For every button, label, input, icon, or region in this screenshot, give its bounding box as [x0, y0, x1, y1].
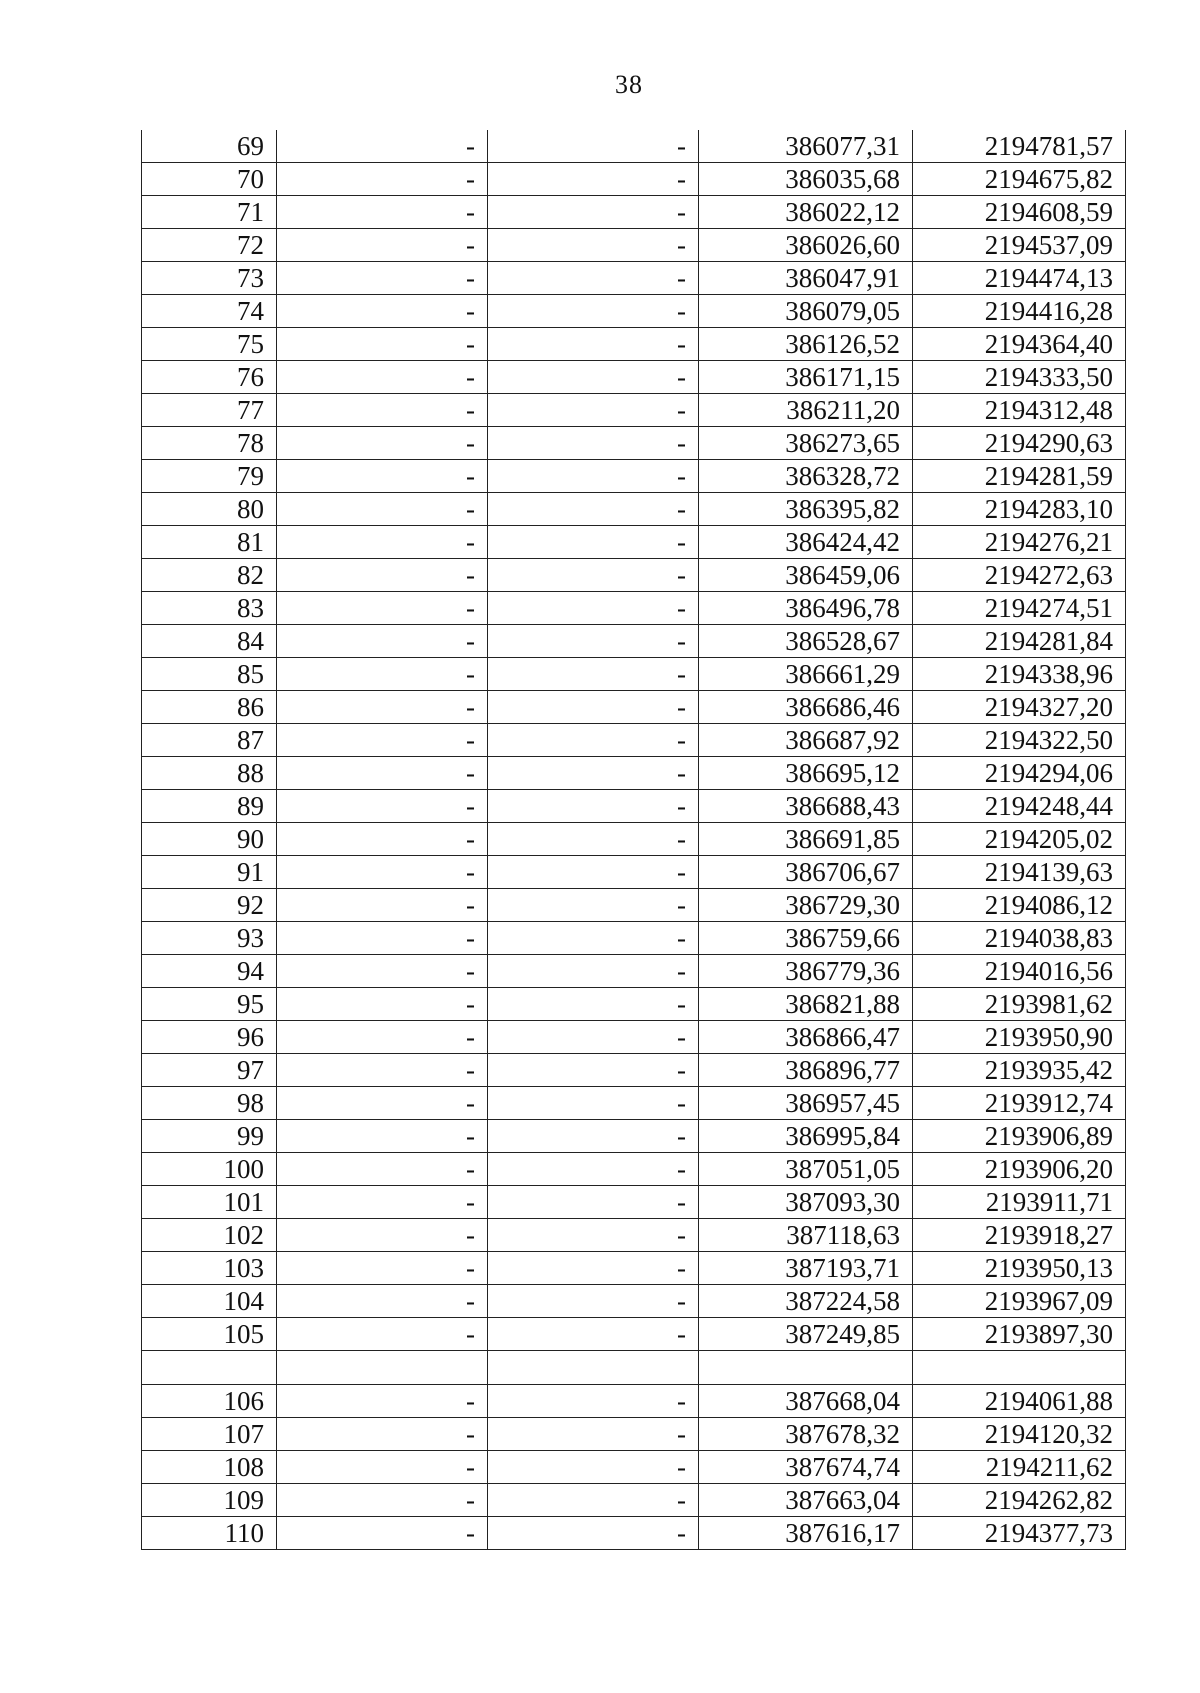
table-row: [142, 1054, 1126, 1087]
column-2-cell: -: [277, 1087, 488, 1120]
x-coordinate-cell: 387616,17: [699, 1517, 913, 1550]
column-3-cell: -: [488, 1418, 699, 1451]
x-coordinate-cell: 386459,06: [699, 559, 913, 592]
y-coordinate-cell: 2194120,32: [913, 1418, 1126, 1451]
point-number-cell: 108: [142, 1451, 277, 1484]
column-2-cell: -: [277, 328, 488, 361]
column-3-cell: -: [488, 658, 699, 691]
y-coordinate-cell: 2193950,13: [913, 1252, 1126, 1285]
point-number-cell: 74: [142, 295, 277, 328]
table-row: [142, 1219, 1126, 1252]
table-row: [142, 955, 1126, 988]
point-number-cell: 104: [142, 1285, 277, 1318]
y-coordinate-cell: 2194333,50: [913, 361, 1126, 394]
column-3-cell: -: [488, 1054, 699, 1087]
point-number-cell: 97: [142, 1054, 277, 1087]
x-coordinate-cell: 386273,65: [699, 427, 913, 460]
column-3-cell: -: [488, 856, 699, 889]
column-2-cell: -: [277, 724, 488, 757]
column-2-cell: -: [277, 526, 488, 559]
y-coordinate-cell: 2193967,09: [913, 1285, 1126, 1318]
column-3-cell: -: [488, 889, 699, 922]
x-coordinate-cell: 386496,78: [699, 592, 913, 625]
point-number-cell: 89: [142, 790, 277, 823]
column-2-cell: -: [277, 625, 488, 658]
column-3-cell: -: [488, 790, 699, 823]
column-2-cell: -: [277, 691, 488, 724]
point-number-cell: 80: [142, 493, 277, 526]
y-coordinate-cell: 2194416,28: [913, 295, 1126, 328]
column-2-cell: -: [277, 1385, 488, 1418]
column-2-cell: -: [277, 1451, 488, 1484]
column-3-cell: -: [488, 163, 699, 196]
page-number: 38: [615, 70, 643, 99]
point-number-cell: 103: [142, 1252, 277, 1285]
table-row: [142, 1252, 1126, 1285]
column-3-cell: -: [488, 1087, 699, 1120]
column-3-cell: -: [488, 1153, 699, 1186]
column-3-cell: -: [488, 1186, 699, 1219]
table-row: [142, 460, 1126, 493]
point-number-cell: 71: [142, 196, 277, 229]
y-coordinate-cell: 2193918,27: [913, 1219, 1126, 1252]
table-row: [142, 592, 1126, 625]
point-number-cell: 100: [142, 1153, 277, 1186]
y-coordinate-cell: 2194248,44: [913, 790, 1126, 823]
x-coordinate-cell: 386026,60: [699, 229, 913, 262]
column-2-cell: -: [277, 559, 488, 592]
y-coordinate-cell: [913, 1351, 1126, 1385]
point-number-cell: 110: [142, 1517, 277, 1550]
y-coordinate-cell: 2194474,13: [913, 262, 1126, 295]
point-number-cell: 84: [142, 625, 277, 658]
y-coordinate-cell: 2194281,59: [913, 460, 1126, 493]
x-coordinate-cell: 387668,04: [699, 1385, 913, 1418]
column-3-cell: -: [488, 1285, 699, 1318]
table-row: [142, 790, 1126, 823]
column-2-cell: -: [277, 658, 488, 691]
y-coordinate-cell: 2193906,89: [913, 1120, 1126, 1153]
x-coordinate-cell: 386779,36: [699, 955, 913, 988]
table-row: [142, 1451, 1126, 1484]
x-coordinate-cell: 386695,12: [699, 757, 913, 790]
point-number-cell: [142, 1351, 277, 1385]
point-number-cell: 87: [142, 724, 277, 757]
column-3-cell: -: [488, 625, 699, 658]
y-coordinate-cell: 2194139,63: [913, 856, 1126, 889]
column-2-cell: -: [277, 1219, 488, 1252]
point-number-cell: 92: [142, 889, 277, 922]
column-2-cell: -: [277, 988, 488, 1021]
y-coordinate-cell: 2194781,57: [913, 130, 1126, 163]
y-coordinate-cell: 2194294,06: [913, 757, 1126, 790]
point-number-cell: 77: [142, 394, 277, 427]
x-coordinate-cell: 386729,30: [699, 889, 913, 922]
y-coordinate-cell: 2194377,73: [913, 1517, 1126, 1550]
y-coordinate-cell: 2194537,09: [913, 229, 1126, 262]
coordinates-table: [141, 130, 1126, 1550]
x-coordinate-cell: 386171,15: [699, 361, 913, 394]
table-row: [142, 1517, 1126, 1550]
x-coordinate-cell: 386661,29: [699, 658, 913, 691]
x-coordinate-cell: 387678,32: [699, 1418, 913, 1451]
y-coordinate-cell: 2193897,30: [913, 1318, 1126, 1351]
y-coordinate-cell: 2194274,51: [913, 592, 1126, 625]
x-coordinate-cell: 387663,04: [699, 1484, 913, 1517]
column-3-cell: -: [488, 559, 699, 592]
column-2-cell: -: [277, 196, 488, 229]
column-3-cell: -: [488, 361, 699, 394]
x-coordinate-cell: 387249,85: [699, 1318, 913, 1351]
column-2-cell: -: [277, 1186, 488, 1219]
table-row: [142, 328, 1126, 361]
y-coordinate-cell: 2194364,40: [913, 328, 1126, 361]
x-coordinate-cell: 387051,05: [699, 1153, 913, 1186]
y-coordinate-cell: 2193981,62: [913, 988, 1126, 1021]
column-3-cell: -: [488, 823, 699, 856]
column-3-cell: -: [488, 394, 699, 427]
point-number-cell: 81: [142, 526, 277, 559]
x-coordinate-cell: 386821,88: [699, 988, 913, 1021]
table-row: [142, 757, 1126, 790]
column-3-cell: -: [488, 295, 699, 328]
y-coordinate-cell: 2194290,63: [913, 427, 1126, 460]
table-row: [142, 130, 1126, 163]
column-3-cell: -: [488, 493, 699, 526]
column-2-cell: -: [277, 922, 488, 955]
column-3-cell: -: [488, 1219, 699, 1252]
x-coordinate-cell: 387193,71: [699, 1252, 913, 1285]
y-coordinate-cell: 2194272,63: [913, 559, 1126, 592]
column-3-cell: -: [488, 130, 699, 163]
point-number-cell: 70: [142, 163, 277, 196]
table-row: [142, 922, 1126, 955]
y-coordinate-cell: 2194338,96: [913, 658, 1126, 691]
y-coordinate-cell: 2193950,90: [913, 1021, 1126, 1054]
point-number-cell: 78: [142, 427, 277, 460]
column-2-cell: -: [277, 856, 488, 889]
point-number-cell: 109: [142, 1484, 277, 1517]
table-row: [142, 493, 1126, 526]
column-3-cell: -: [488, 922, 699, 955]
column-3-cell: [488, 1351, 699, 1385]
table-row: [142, 262, 1126, 295]
table-row: [142, 394, 1126, 427]
table-row: [142, 1484, 1126, 1517]
x-coordinate-cell: 386687,92: [699, 724, 913, 757]
column-3-cell: -: [488, 1484, 699, 1517]
x-coordinate-cell: 387093,30: [699, 1186, 913, 1219]
column-3-cell: -: [488, 427, 699, 460]
table-row: [142, 658, 1126, 691]
y-coordinate-cell: 2194205,02: [913, 823, 1126, 856]
column-2-cell: -: [277, 262, 488, 295]
y-coordinate-cell: 2193906,20: [913, 1153, 1126, 1186]
column-2-cell: -: [277, 1153, 488, 1186]
point-number-cell: 91: [142, 856, 277, 889]
y-coordinate-cell: 2194262,82: [913, 1484, 1126, 1517]
column-3-cell: -: [488, 691, 699, 724]
column-2-cell: -: [277, 493, 488, 526]
y-coordinate-cell: 2194016,56: [913, 955, 1126, 988]
point-number-cell: 69: [142, 130, 277, 163]
column-2-cell: -: [277, 163, 488, 196]
column-2-cell: -: [277, 1285, 488, 1318]
point-number-cell: 105: [142, 1318, 277, 1351]
column-3-cell: -: [488, 460, 699, 493]
x-coordinate-cell: 386035,68: [699, 163, 913, 196]
point-number-cell: 88: [142, 757, 277, 790]
x-coordinate-cell: 386079,05: [699, 295, 913, 328]
table-row: [142, 691, 1126, 724]
x-coordinate-cell: 386691,85: [699, 823, 913, 856]
column-2-cell: -: [277, 889, 488, 922]
column-2-cell: -: [277, 1252, 488, 1285]
table-row: [142, 163, 1126, 196]
column-2-cell: -: [277, 955, 488, 988]
x-coordinate-cell: 386706,67: [699, 856, 913, 889]
column-3-cell: -: [488, 1385, 699, 1418]
column-3-cell: -: [488, 526, 699, 559]
column-3-cell: -: [488, 757, 699, 790]
column-2-cell: -: [277, 394, 488, 427]
table-row: [142, 427, 1126, 460]
x-coordinate-cell: 386211,20: [699, 394, 913, 427]
column-2-cell: -: [277, 295, 488, 328]
table-row: [142, 856, 1126, 889]
column-3-cell: -: [488, 229, 699, 262]
y-coordinate-cell: 2194327,20: [913, 691, 1126, 724]
column-2-cell: -: [277, 1517, 488, 1550]
table-row: [142, 1418, 1126, 1451]
x-coordinate-cell: 387674,74: [699, 1451, 913, 1484]
point-number-cell: 101: [142, 1186, 277, 1219]
column-2-cell: -: [277, 130, 488, 163]
table-row: [142, 1186, 1126, 1219]
column-2-cell: -: [277, 790, 488, 823]
column-3-cell: -: [488, 988, 699, 1021]
y-coordinate-cell: 2193911,71: [913, 1186, 1126, 1219]
x-coordinate-cell: 386328,72: [699, 460, 913, 493]
x-coordinate-cell: 386424,42: [699, 526, 913, 559]
table-row: [142, 889, 1126, 922]
table-row: [142, 1318, 1126, 1351]
table-row: [142, 295, 1126, 328]
column-2-cell: [277, 1351, 488, 1385]
x-coordinate-cell: 386022,12: [699, 196, 913, 229]
point-number-cell: 75: [142, 328, 277, 361]
column-3-cell: -: [488, 328, 699, 361]
point-number-cell: 98: [142, 1087, 277, 1120]
column-3-cell: -: [488, 1120, 699, 1153]
column-3-cell: -: [488, 196, 699, 229]
column-2-cell: -: [277, 1120, 488, 1153]
column-3-cell: -: [488, 592, 699, 625]
x-coordinate-cell: 387224,58: [699, 1285, 913, 1318]
y-coordinate-cell: 2194283,10: [913, 493, 1126, 526]
column-3-cell: -: [488, 724, 699, 757]
y-coordinate-cell: 2193912,74: [913, 1087, 1126, 1120]
x-coordinate-cell: 386047,91: [699, 262, 913, 295]
x-coordinate-cell: 387118,63: [699, 1219, 913, 1252]
x-coordinate-cell: 386528,67: [699, 625, 913, 658]
table-row: [142, 1285, 1126, 1318]
point-number-cell: 99: [142, 1120, 277, 1153]
point-number-cell: 86: [142, 691, 277, 724]
table-row: [142, 526, 1126, 559]
point-number-cell: 106: [142, 1385, 277, 1418]
x-coordinate-cell: 386896,77: [699, 1054, 913, 1087]
table-row: [142, 988, 1126, 1021]
point-number-cell: 94: [142, 955, 277, 988]
point-number-cell: 107: [142, 1418, 277, 1451]
y-coordinate-cell: 2194608,59: [913, 196, 1126, 229]
x-coordinate-cell: 386866,47: [699, 1021, 913, 1054]
column-2-cell: -: [277, 1418, 488, 1451]
x-coordinate-cell: 386995,84: [699, 1120, 913, 1153]
y-coordinate-cell: 2194322,50: [913, 724, 1126, 757]
table-row: [142, 1351, 1126, 1385]
point-number-cell: 76: [142, 361, 277, 394]
y-coordinate-cell: 2194211,62: [913, 1451, 1126, 1484]
y-coordinate-cell: 2194675,82: [913, 163, 1126, 196]
column-3-cell: -: [488, 1021, 699, 1054]
column-3-cell: -: [488, 1252, 699, 1285]
column-2-cell: -: [277, 757, 488, 790]
table-row: [142, 823, 1126, 856]
x-coordinate-cell: 386957,45: [699, 1087, 913, 1120]
point-number-cell: 90: [142, 823, 277, 856]
y-coordinate-cell: 2193935,42: [913, 1054, 1126, 1087]
table-row: [142, 1385, 1126, 1418]
y-coordinate-cell: 2194086,12: [913, 889, 1126, 922]
table-row: [142, 196, 1126, 229]
point-number-cell: 85: [142, 658, 277, 691]
table-row: [142, 1153, 1126, 1186]
column-3-cell: -: [488, 262, 699, 295]
x-coordinate-cell: 386688,43: [699, 790, 913, 823]
y-coordinate-cell: 2194281,84: [913, 625, 1126, 658]
point-number-cell: 79: [142, 460, 277, 493]
table-row: [142, 229, 1126, 262]
x-coordinate-cell: 386395,82: [699, 493, 913, 526]
y-coordinate-cell: 2194312,48: [913, 394, 1126, 427]
column-3-cell: -: [488, 1517, 699, 1550]
x-coordinate-cell: 386759,66: [699, 922, 913, 955]
column-3-cell: -: [488, 1451, 699, 1484]
point-number-cell: 102: [142, 1219, 277, 1252]
column-2-cell: -: [277, 427, 488, 460]
table-row: [142, 559, 1126, 592]
table-row: [142, 361, 1126, 394]
table-row: [142, 724, 1126, 757]
point-number-cell: 82: [142, 559, 277, 592]
column-2-cell: -: [277, 229, 488, 262]
table-row: [142, 1021, 1126, 1054]
y-coordinate-cell: 2194061,88: [913, 1385, 1126, 1418]
column-2-cell: -: [277, 1054, 488, 1087]
column-2-cell: -: [277, 1318, 488, 1351]
point-number-cell: 95: [142, 988, 277, 1021]
table-row: [142, 1120, 1126, 1153]
y-coordinate-cell: 2194038,83: [913, 922, 1126, 955]
column-3-cell: -: [488, 955, 699, 988]
column-2-cell: -: [277, 361, 488, 394]
coordinates-table-body: [142, 130, 1126, 1550]
point-number-cell: 93: [142, 922, 277, 955]
point-number-cell: 73: [142, 262, 277, 295]
y-coordinate-cell: 2194276,21: [913, 526, 1126, 559]
x-coordinate-cell: 386077,31: [699, 130, 913, 163]
point-number-cell: 72: [142, 229, 277, 262]
column-2-cell: -: [277, 460, 488, 493]
point-number-cell: 96: [142, 1021, 277, 1054]
column-2-cell: -: [277, 1021, 488, 1054]
column-2-cell: -: [277, 823, 488, 856]
point-number-cell: 83: [142, 592, 277, 625]
table-row: [142, 625, 1126, 658]
x-coordinate-cell: 386686,46: [699, 691, 913, 724]
column-3-cell: -: [488, 1318, 699, 1351]
x-coordinate-cell: 386126,52: [699, 328, 913, 361]
column-2-cell: -: [277, 1484, 488, 1517]
table-row: [142, 1087, 1126, 1120]
column-2-cell: -: [277, 592, 488, 625]
x-coordinate-cell: [699, 1351, 913, 1385]
